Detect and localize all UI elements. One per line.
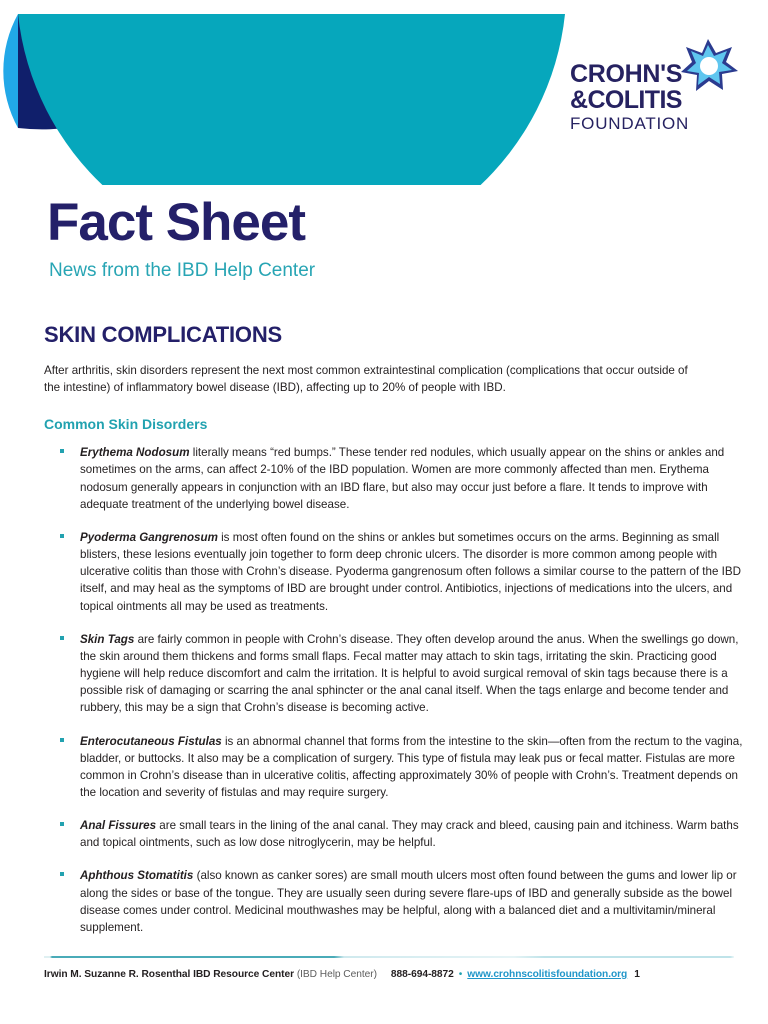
disorder-term: Skin Tags [80,632,135,646]
footer-website-link[interactable]: www.crohnscolitisfoundation.org [467,969,628,980]
list-item [44,867,744,936]
footer-page-number: 1 [634,969,640,980]
disorder-term: Aphthous Stomatitis [80,869,194,883]
footer-center-alias-text: (IBD Help Center) [296,969,377,980]
disorder-description: literally means “red bumps.” These tender red nodules, which usually appear on the shins or ankles and sometimes on the arms, can affect 2-10% of the IBD population. Women are more commonly affected than men. Erythema nodosum generally appears in conjunction with an IBD flare, but also may occur just before a flare. It tends to improve with adequate treatment of the underlying bowel disease. [80,446,725,511]
list-item [44,631,744,717]
skin-disorders-list [44,444,743,936]
disorder-term: Anal Fissures [80,819,157,833]
footer-separator: • [458,969,463,980]
bullet-marker-icon [60,738,64,742]
list-item [44,817,744,851]
page-footer [44,956,734,980]
intro-paragraph: After arthritis, skin disorders represent the next most common extraintestinal complication (complications that occur outside of the intestine) of inflammatory bowel disease (IBD), affecting up to 20% of people with IBD. [44,364,688,395]
title-block [47,193,707,282]
page-subtitle: News from the IBD Help Center [49,260,316,282]
list-item [44,444,744,513]
logo-line-foundation: FOUNDATION [570,114,690,133]
bullet-marker-icon [60,636,64,640]
disorder-description: is most often found on the shins or ankles but sometimes occurs on the arms. Beginning as small blisters, these lesions eventually join together to form deep chronic ulcers. The disorder is more common among people with ulcerative colitis than those with Crohn’s disease. Pyoderma gangrenosum often follows a similar course to the pattern of the IBD itself, and may heal as the symptoms of IBD are brought under control. Antibiotics, injections of medications into the ulcers, and topical ointments all may be used as treatments. [80,530,741,613]
bullet-marker-icon [60,872,64,876]
header-wedge-teal [18,14,565,185]
disorder-description: (also known as canker sores) are small mouth ulcers most often found between the gums and lower lip or along the sides or base of the tongue. They are usually seen during severe flare-ups of IBD and generally subside as the bowel disease comes under control. Medicinal mouthwashes may be helpful, along with a balanced diet and a multivitamin/mineral supplement. [80,869,737,934]
main-content [44,322,743,952]
subsection-title: Common Skin Disorders [44,416,208,433]
footer-text-row [44,969,734,980]
disorder-description: is an abnormal channel that forms from the intestine to the skin—often from the rectum to the vagina, bladder, or buttocks. It also may be a complication of surgery. This type of fistula may leak pus or fecal matter. Fistulas are more common in Crohn’s disease than in ulcerative colitis, affecting approximately 30% of people with Crohn’s. Treatment depends on the location and severity of fistulas and may require surgery. [80,734,743,799]
logo-line-colitis: &COLITIS [570,86,682,114]
footer-phone: 888-694-8872 [390,969,454,980]
disorder-term: Erythema Nodosum [80,446,190,460]
disorder-term: Pyoderma Gangrenosum [80,530,218,544]
logo-line-crohns: CROHN'S [570,60,683,88]
crohns-colitis-foundation-logo [570,36,745,146]
list-item [44,733,744,802]
bullet-marker-icon [60,534,64,538]
logo-wordmark [570,62,700,132]
bullet-marker-icon [60,449,64,453]
section-title: SKIN COMPLICATIONS [44,322,282,347]
page-title: Fact Sheet [47,193,306,252]
bullet-marker-icon [60,822,64,826]
footer-center-name: Irwin M. Suzanne R. Rosenthal IBD Resource Center [44,969,295,980]
list-item [44,529,744,615]
disorder-description: are fairly common in people with Crohn’s disease. They often develop around the anus. When the swellings go down, the skin around them thickens and forms small flaps. Fecal matter may attach to skin tags, irritating the skin. Practicing good hygiene will help reduce discomfort and calm the irritation. It is helpful to avoid surgical removal of skin tags because there is a possible risk of damaging or scarring the anal sphincter or the anal canal itself. When the tags enlarge and become tender and rubbery, this may be a sign that Crohn’s disease is becoming active. [80,632,739,715]
disorder-description: are small tears in the lining of the anal canal. They may crack and bleed, causing pain and itchiness. Warm baths and topical ointments, such as low dose nitroglycerin, may be helpful. [80,819,739,850]
footer-divider [44,956,734,958]
disorder-term: Enterocutaneous Fistulas [80,734,222,748]
